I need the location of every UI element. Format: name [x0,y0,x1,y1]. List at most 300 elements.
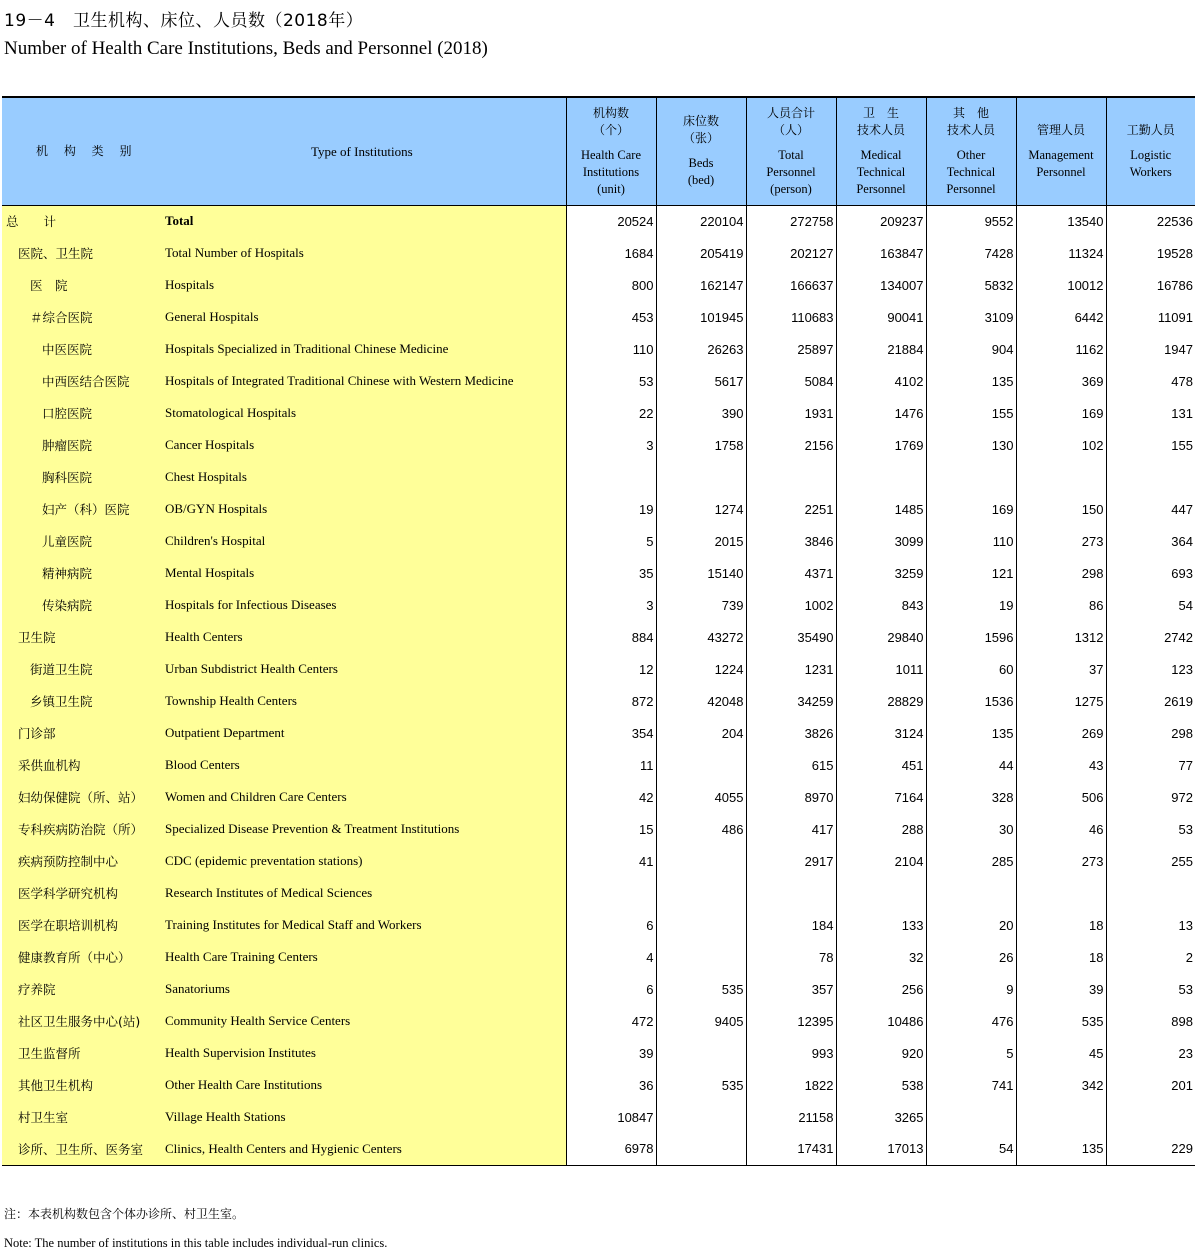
cell-value: 298 [1106,717,1195,749]
cell-value: 1947 [1106,333,1195,365]
header-col-cn-line: （人） [772,122,809,137]
table-row [2,589,1195,621]
cell-value: 2917 [746,845,836,877]
row-type-en: Children's Hospital [165,525,566,557]
header-col-en-line: Workers [1129,164,1172,179]
cell-value: 5832 [926,269,1016,301]
cell-value [926,461,1016,493]
cell-value: 39 [566,1037,656,1069]
cell-value: 54 [1106,589,1195,621]
footnote-en: Note: The number of institutions in this table includes individual-run clinics. [4,1236,388,1250]
cell-value: 42 [566,781,656,813]
header-col-cn-line: 工勤人员 [1126,122,1175,137]
cell-value: 272758 [746,205,836,237]
cell-value: 20 [926,909,1016,941]
cell-value: 3124 [836,717,926,749]
cell-value: 1224 [656,653,746,685]
header-col-cn-line: （个） [592,122,629,137]
cell-value [656,845,746,877]
cell-value: 3826 [746,717,836,749]
row-type-cn: 卫生监督所 [2,1037,165,1069]
header-col-en-line: Health Care [580,147,642,162]
table-header [2,97,1195,205]
cell-value: 53 [1106,813,1195,845]
cell-value: 2104 [836,845,926,877]
header-col-0 [566,97,656,205]
cell-value: 17431 [746,1133,836,1165]
row-type-en: Urban Subdistrict Health Centers [165,653,566,685]
data-table [2,96,1195,1166]
row-type-en: Training Institutes for Medical Staff and Workers [165,909,566,941]
cell-value: 800 [566,269,656,301]
cell-value: 1011 [836,653,926,685]
cell-value: 364 [1106,525,1195,557]
table-row [2,781,1195,813]
cell-value: 15140 [656,557,746,589]
cell-value [1106,1101,1195,1133]
cell-value: 1536 [926,685,1016,717]
cell-value: 44 [926,749,1016,781]
cell-value: 2 [1106,941,1195,973]
table-row [2,1037,1195,1069]
row-type-cn: 妇产（科）医院 [2,493,165,525]
cell-value: 54 [926,1133,1016,1165]
cell-value: 904 [926,333,1016,365]
cell-value: 3259 [836,557,926,589]
cell-value: 169 [926,493,1016,525]
row-type-en: Women and Children Care Centers [165,781,566,813]
header-col-4 [926,97,1016,205]
cell-value: 21884 [836,333,926,365]
cell-value: 7428 [926,237,1016,269]
cell-value: 135 [1016,1133,1106,1165]
cell-value: 843 [836,589,926,621]
row-type-en: Total Number of Hospitals [165,237,566,269]
cell-value: 16786 [1106,269,1195,301]
row-type-en: Research Institutes of Medical Sciences [165,877,566,909]
cell-value: 1002 [746,589,836,621]
cell-value: 993 [746,1037,836,1069]
cell-value: 19 [566,493,656,525]
cell-value: 22 [566,397,656,429]
row-type-en: Cancer Hospitals [165,429,566,461]
row-type-en: Clinics, Health Centers and Hygienic Centers [165,1133,566,1165]
cell-value: 884 [566,621,656,653]
cell-value: 538 [836,1069,926,1101]
cell-value: 255 [1106,845,1195,877]
cell-value: 4371 [746,557,836,589]
cell-value: 453 [566,301,656,333]
table-row [2,525,1195,557]
row-type-en: General Hospitals [165,301,566,333]
cell-value: 18 [1016,941,1106,973]
cell-value [1106,461,1195,493]
cell-value: 1231 [746,653,836,685]
cell-value: 2619 [1106,685,1195,717]
cell-value [656,909,746,941]
cell-value: 204 [656,717,746,749]
header-col-3 [836,97,926,205]
cell-value: 4055 [656,781,746,813]
cell-value [656,941,746,973]
table-row [2,909,1195,941]
cell-value: 256 [836,973,926,1005]
cell-value: 12395 [746,1005,836,1037]
cell-value: 6442 [1016,301,1106,333]
header-col-en-line: (bed) [687,173,715,188]
table-row [2,397,1195,429]
cell-value: 972 [1106,781,1195,813]
row-type-cn: 医 院 [2,269,165,301]
cell-value [656,749,746,781]
cell-value: 1275 [1016,685,1106,717]
cell-value: 39 [1016,973,1106,1005]
row-type-cn: 中西医结合医院 [2,365,165,397]
cell-value: 35 [566,557,656,589]
cell-value: 18 [1016,909,1106,941]
table-row [2,877,1195,909]
table-row [2,557,1195,589]
header-col-en-line: Technical [946,164,996,179]
header-col-cn-line: 管理人员 [1036,122,1085,137]
cell-value: 7164 [836,781,926,813]
table-row [2,813,1195,845]
header-col-en-line: Management [1028,147,1094,162]
cell-value: 37 [1016,653,1106,685]
cell-value: 3 [566,429,656,461]
cell-value: 506 [1016,781,1106,813]
cell-value: 357 [746,973,836,1005]
table-row [2,1133,1195,1165]
cell-value: 273 [1016,845,1106,877]
cell-value: 102 [1016,429,1106,461]
cell-value: 5084 [746,365,836,397]
row-type-cn: 街道卫生院 [2,653,165,685]
header-col-en-line: Technical [856,164,906,179]
row-type-cn: 疾病预防控制中心 [2,845,165,877]
row-type-cn: 传染病院 [2,589,165,621]
cell-value: 166637 [746,269,836,301]
header-col-en-line: Institutions [582,164,640,179]
cell-value: 273 [1016,525,1106,557]
cell-value: 1274 [656,493,746,525]
cell-value: 77 [1106,749,1195,781]
header-col-cn-line: 卫 生 [862,105,899,120]
row-type-cn: 中医医院 [2,333,165,365]
header-col-en-line: Personnel [766,164,816,179]
header-col-en-line: Personnel [1036,164,1086,179]
cell-value: 19 [926,589,1016,621]
cell-value: 169 [1016,397,1106,429]
table-row [2,461,1195,493]
cell-value: 25897 [746,333,836,365]
cell-value [836,877,926,909]
header-col-cn-line: 人员合计 [766,105,815,120]
row-type-cn: 乡镇卫生院 [2,685,165,717]
cell-value: 10847 [566,1101,656,1133]
cell-value [1106,877,1195,909]
cell-value: 9405 [656,1005,746,1037]
header-type-en: Type of Institutions [165,97,566,205]
cell-value: 898 [1106,1005,1195,1037]
cell-value: 369 [1016,365,1106,397]
cell-value: 90041 [836,301,926,333]
cell-value: 3099 [836,525,926,557]
cell-value: 17013 [836,1133,926,1165]
row-type-cn: 卫生院 [2,621,165,653]
cell-value: 121 [926,557,1016,589]
row-type-en: Blood Centers [165,749,566,781]
footnote-cn: 注：本表机构数包含个体办诊所、村卫生室。 [4,1207,245,1221]
cell-value: 9552 [926,205,1016,237]
cell-value: 110683 [746,301,836,333]
header-col-5 [1016,97,1106,205]
cell-value: 390 [656,397,746,429]
row-type-cn: 门诊部 [2,717,165,749]
cell-value: 342 [1016,1069,1106,1101]
cell-value: 298 [1016,557,1106,589]
row-type-en: Village Health Stations [165,1101,566,1133]
header-type-cn: 机 构 类 别 [2,97,165,205]
cell-value: 12 [566,653,656,685]
row-type-en: Community Health Service Centers [165,1005,566,1037]
cell-value [656,1037,746,1069]
cell-value: 21158 [746,1101,836,1133]
table-row [2,749,1195,781]
cell-value: 3 [566,589,656,621]
table-row [2,301,1195,333]
row-type-en: Specialized Disease Prevention & Treatment Institutions [165,813,566,845]
cell-value: 1931 [746,397,836,429]
cell-value: 10012 [1016,269,1106,301]
cell-value: 29840 [836,621,926,653]
cell-value: 5617 [656,365,746,397]
header-col-en-line: Total [778,147,804,162]
row-type-cn: 村卫生室 [2,1101,165,1133]
table-row [2,941,1195,973]
cell-value: 133 [836,909,926,941]
header-col-en-line: (unit) [597,181,625,196]
cell-value: 1769 [836,429,926,461]
header-col-6 [1106,97,1195,205]
header-col-cn-line: 机构数 [592,105,629,120]
row-type-en: Mental Hospitals [165,557,566,589]
cell-value: 6 [566,973,656,1005]
cell-value: 15 [566,813,656,845]
row-type-cn: 诊所、卫生所、医务室 [2,1133,165,1165]
cell-value: 135 [926,717,1016,749]
cell-value: 872 [566,685,656,717]
header-col-en-line: Beds [688,156,714,171]
cell-value: 131 [1106,397,1195,429]
row-type-cn: 总 计 [2,205,165,237]
cell-value: 11091 [1106,301,1195,333]
cell-value: 13 [1106,909,1195,941]
table-row [2,653,1195,685]
cell-value: 19528 [1106,237,1195,269]
header-col-cn-line: 技术人员 [856,122,905,137]
table-row [2,205,1195,237]
header-col-en-line: (person) [770,181,812,196]
table-row [2,1005,1195,1037]
row-type-en: Health Centers [165,621,566,653]
cell-value: 53 [1106,973,1195,1005]
cell-value: 6 [566,909,656,941]
table-row [2,429,1195,461]
cell-value: 1485 [836,493,926,525]
cell-value: 46 [1016,813,1106,845]
row-type-cn: 肿瘤医院 [2,429,165,461]
row-type-cn: ＃综合医院 [2,301,165,333]
cell-value: 36 [566,1069,656,1101]
cell-value: 1758 [656,429,746,461]
cell-value: 32 [836,941,926,973]
header-col-en-line: Logistic [1130,147,1172,162]
page-title-cn: 19－4 卫生机构、床位、人员数（2018年） [4,11,364,31]
row-type-cn: 专科疾病防治院（所） [2,813,165,845]
cell-value: 447 [1106,493,1195,525]
cell-value: 2156 [746,429,836,461]
row-type-cn: 儿童医院 [2,525,165,557]
cell-value: 43272 [656,621,746,653]
cell-value: 42048 [656,685,746,717]
cell-value: 451 [836,749,926,781]
header-col-cn-line: 技术人员 [946,122,995,137]
cell-value: 150 [1016,493,1106,525]
cell-value: 354 [566,717,656,749]
cell-value: 535 [656,973,746,1005]
cell-value: 6978 [566,1133,656,1165]
cell-value: 328 [926,781,1016,813]
cell-value: 13540 [1016,205,1106,237]
cell-value: 30 [926,813,1016,845]
cell-value: 10486 [836,1005,926,1037]
cell-value [1016,1101,1106,1133]
cell-value: 220104 [656,205,746,237]
cell-value: 202127 [746,237,836,269]
row-type-cn: 医学科学研究机构 [2,877,165,909]
row-type-en: Township Health Centers [165,685,566,717]
cell-value: 472 [566,1005,656,1037]
cell-value: 86 [1016,589,1106,621]
header-col-en-line: Medical [860,147,902,162]
header-col-1 [656,97,746,205]
header-col-cn-line: 其 他 [952,105,989,120]
cell-value: 60 [926,653,1016,685]
cell-value: 693 [1106,557,1195,589]
cell-value: 741 [926,1069,1016,1101]
cell-value: 28829 [836,685,926,717]
cell-value: 8970 [746,781,836,813]
cell-value: 417 [746,813,836,845]
cell-value: 1162 [1016,333,1106,365]
cell-value: 23 [1106,1037,1195,1069]
cell-value: 535 [1016,1005,1106,1037]
cell-value: 920 [836,1037,926,1069]
cell-value: 110 [566,333,656,365]
table-row [2,1069,1195,1101]
cell-value: 3846 [746,525,836,557]
row-type-en: Other Health Care Institutions [165,1069,566,1101]
cell-value [566,461,656,493]
row-type-cn: 其他卫生机构 [2,1069,165,1101]
cell-value: 209237 [836,205,926,237]
cell-value: 78 [746,941,836,973]
cell-value [926,1101,1016,1133]
cell-value: 1596 [926,621,1016,653]
cell-value: 155 [926,397,1016,429]
cell-value: 34259 [746,685,836,717]
row-type-en: Stomatological Hospitals [165,397,566,429]
cell-value: 2742 [1106,621,1195,653]
cell-value: 288 [836,813,926,845]
row-type-en: Hospitals Specialized in Traditional Chinese Medicine [165,333,566,365]
row-type-cn: 胸科医院 [2,461,165,493]
cell-value: 101945 [656,301,746,333]
table-row [2,237,1195,269]
cell-value [836,461,926,493]
table-row [2,717,1195,749]
cell-value [656,1133,746,1165]
cell-value [1016,461,1106,493]
row-type-cn: 社区卫生服务中心(站) [2,1005,165,1037]
cell-value: 3109 [926,301,1016,333]
cell-value [566,877,656,909]
row-type-cn: 健康教育所（中心） [2,941,165,973]
cell-value: 3265 [836,1101,926,1133]
cell-value: 615 [746,749,836,781]
cell-value [746,877,836,909]
cell-value: 130 [926,429,1016,461]
row-type-cn: 医学在职培训机构 [2,909,165,941]
cell-value: 123 [1106,653,1195,685]
row-type-cn: 妇幼保健院（所、站） [2,781,165,813]
cell-value: 45 [1016,1037,1106,1069]
header-col-en-line: Other [956,147,986,162]
cell-value: 2251 [746,493,836,525]
cell-value: 26263 [656,333,746,365]
header-col-cn-line: （张） [682,131,719,146]
row-type-cn: 口腔医院 [2,397,165,429]
cell-value: 163847 [836,237,926,269]
row-type-en: Hospitals [165,269,566,301]
cell-value: 155 [1106,429,1195,461]
row-type-en: Chest Hospitals [165,461,566,493]
cell-value: 535 [656,1069,746,1101]
cell-value: 2015 [656,525,746,557]
cell-value: 285 [926,845,1016,877]
row-type-en: Total [165,205,566,237]
row-type-cn: 精神病院 [2,557,165,589]
cell-value: 229 [1106,1133,1195,1165]
cell-value: 478 [1106,365,1195,397]
row-type-cn: 疗养院 [2,973,165,1005]
cell-value: 5 [566,525,656,557]
cell-value: 201 [1106,1069,1195,1101]
cell-value: 1822 [746,1069,836,1101]
table-row [2,365,1195,397]
cell-value: 134007 [836,269,926,301]
cell-value: 53 [566,365,656,397]
cell-value: 4102 [836,365,926,397]
row-type-cn: 采供血机构 [2,749,165,781]
cell-value: 739 [656,589,746,621]
row-type-en: OB/GYN Hospitals [165,493,566,525]
cell-value: 476 [926,1005,1016,1037]
table-body [2,205,1195,1165]
table-row [2,685,1195,717]
row-type-en: CDC (epidemic preventation stations) [165,845,566,877]
